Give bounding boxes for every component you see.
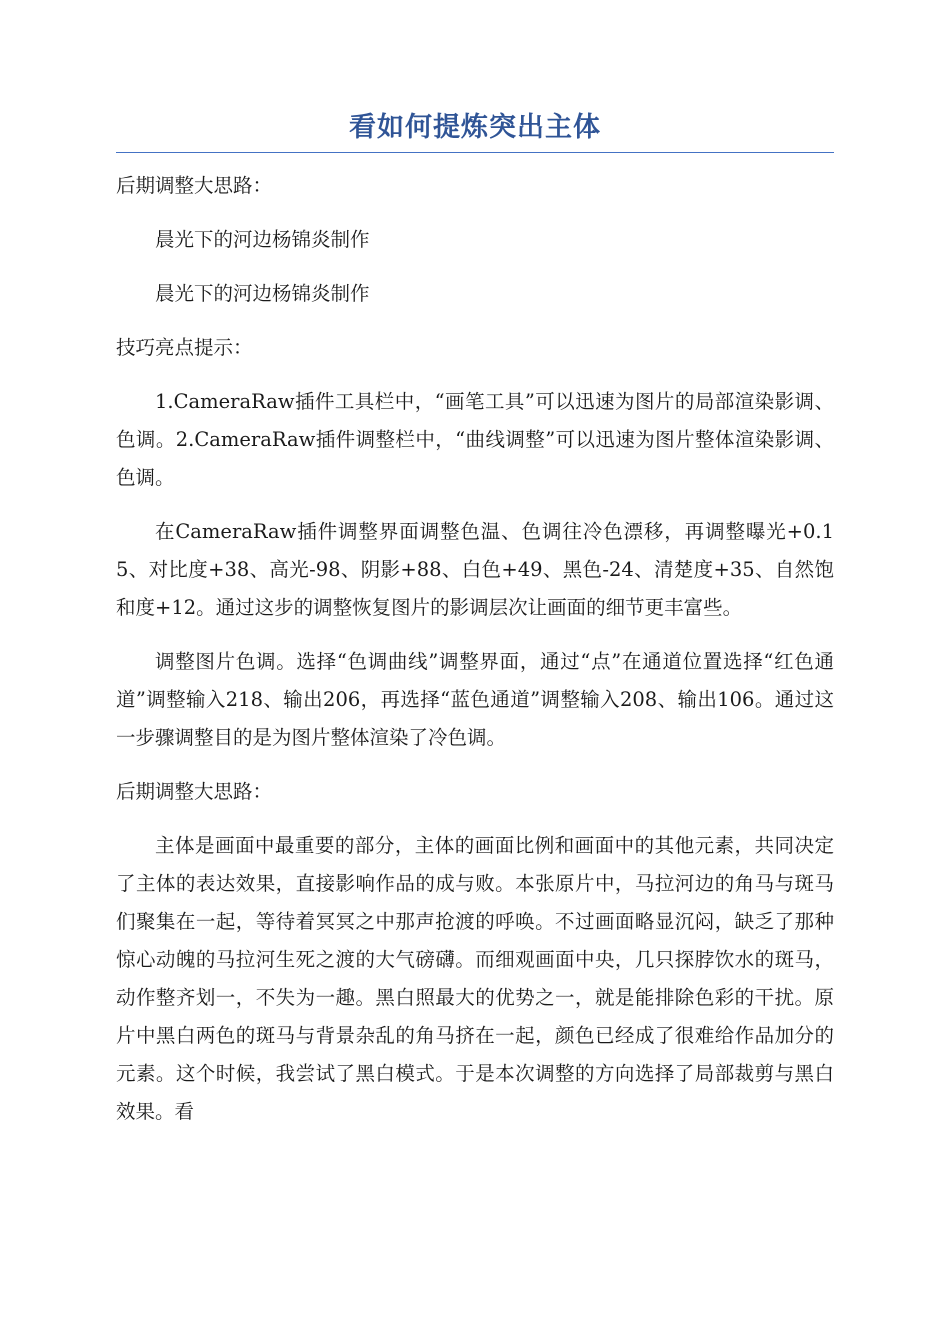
caption-line: 晨光下的河边杨锦炎制作 bbox=[155, 282, 370, 305]
document-page bbox=[116, 108, 834, 1147]
body-paragraph: 调整图片色调。选择“色调曲线”调整界面，通过“点”在通道位置选择“红色通道”调整输入218、输出206，再选择“蓝色通道”调整输入208、输出106。通过这一步骤调整目的是为图片整体渲染了冷色调。 bbox=[116, 650, 834, 749]
title-underline bbox=[116, 152, 834, 153]
section-heading: 后期调整大思路： bbox=[116, 780, 273, 803]
body-paragraph: 1.CameraRaw插件工具栏中，“画笔工具”可以迅速为图片的局部渲染影调、色调。2.CameraRaw插件调整栏中，“曲线调整”可以迅速为图片整体渲染影调、色调。 bbox=[116, 390, 834, 489]
body-paragraph: 在CameraRaw插件调整界面调整色温、色调往冷色漂移，再调整曝光+0.15、对比度+38、高光-98、阴影+88、白色+49、黑色-24、清楚度+35、自然饱和度+12。通过这步的调整恢复图片的影调层次让画面的细节更丰富些。 bbox=[116, 520, 834, 619]
section-heading: 技巧亮点提示： bbox=[116, 336, 253, 359]
body-paragraph: 主体是画面中最重要的部分，主体的画面比例和画面中的其他元素，共同决定了主体的表达效果，直接影响作品的成与败。本张原片中，马拉河边的角马与斑马们聚集在一起，等待着冥冥之中那声抢渡的呼唤。不过画面略显沉闷，缺乏了那种惊心动魄的马拉河生死之渡的大气磅礴。而细观画面中央，几只探脖饮水的斑马，动作整齐划一，不失为一趣。黑白照最大的优势之一，就是能排除色彩的干扰。原片中黑白两色的斑马与背景杂乱的角马挤在一起，颜色已经成了很难给作品加分的元素。这个时候，我尝试了黑白模式。于是本次调整的方向选择了局部裁剪与黑白效果。看 bbox=[116, 834, 834, 1123]
caption-line: 晨光下的河边杨锦炎制作 bbox=[155, 228, 370, 251]
section-heading: 后期调整大思路： bbox=[116, 174, 273, 197]
document-title: 看如何提炼突出主体 bbox=[349, 112, 601, 143]
